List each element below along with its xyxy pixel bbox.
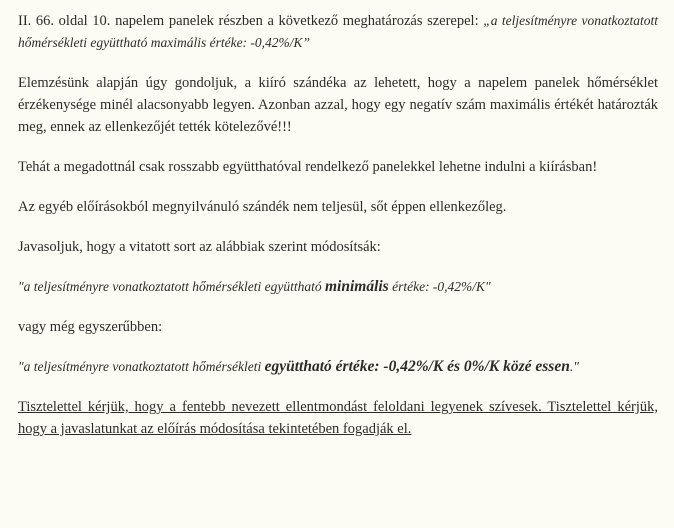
section-ii-quote: „a teljesítményre vonatkoztatott hőmérsékleti együttható maximális értéke: -0,42%/K” [18, 13, 658, 50]
proposal-2-after: ." [569, 359, 579, 374]
paragraph-consequence: Tehát a megadottnál csak rosszabb együtthatóval rendelkező panelekkel lehetne indulni a kiírásban! [18, 159, 598, 175]
paragraph-proposal-2 [18, 356, 658, 378]
paragraph-intent: Az egyéb előírásokból megnyilvánuló szándék nem teljesül, sőt éppen ellenkezőleg. [18, 199, 507, 215]
paragraph-alternative-intro: vagy még egyszerűbben: [18, 319, 163, 335]
paragraph-closing-request: Tisztelettel kérjük, hogy a fentebb nevezett ellentmondást feloldani legyenek szívesek. Tisztelettel kérjük, hogy a javaslatunkat az előírás módosítása tekintetében fogadják el. [18, 399, 658, 437]
proposal-1-emphasis: minimális [324, 278, 389, 295]
section-ii-intro: II. 66. oldal 10. napelem panelek részben a következő meghatározás szerepel: [18, 13, 484, 29]
paragraph-proposal-1 [18, 276, 658, 298]
paragraph-analysis: Elemzésünk alapján úgy gondoljuk, a kiíró szándéka az lehetett, hogy a napelem panelek hőmérséklet érzékenysége minél alacsonyabb legyen. Azonban azzal, hogy egy negatív szám maximális értékét határozták meg, ennek az ellenkezőjét tették kötelezővé!!! [18, 75, 658, 135]
paragraph-section-ii [18, 10, 658, 54]
proposal-1-after: értéke: -0,42%/K" [388, 279, 491, 294]
proposal-2-before: "a teljesítményre vonatkoztatott hőmérsékleti [18, 359, 265, 374]
paragraph-proposal-intro: Javasoljuk, hogy a vitatott sort az alábbiak szerint módosítsák: [18, 239, 381, 255]
proposal-2-emphasis: együttható értéke: -0,42%/K és 0%/K közé essen [264, 358, 570, 375]
proposal-1-before: "a teljesítményre vonatkoztatott hőmérsékleti együttható [18, 279, 325, 294]
